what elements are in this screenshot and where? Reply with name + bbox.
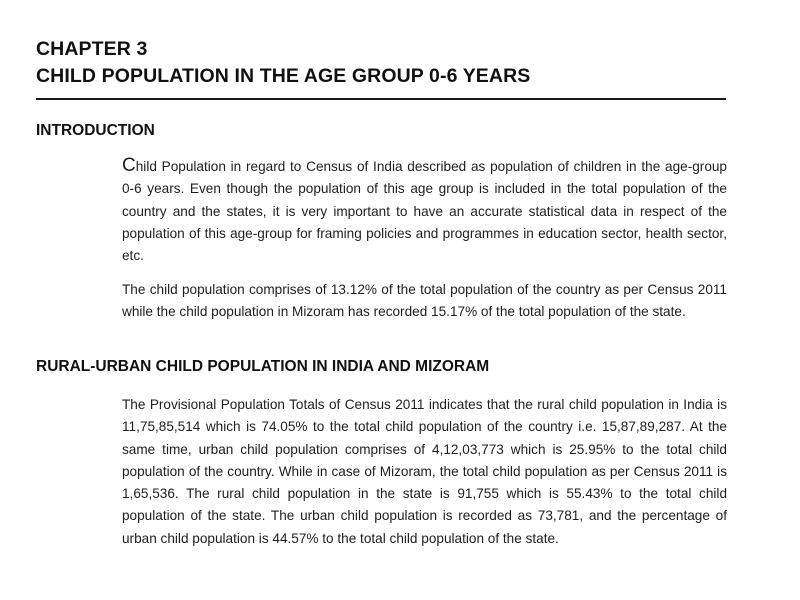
introduction-paragraph-1: [122, 156, 727, 267]
introduction-paragraph-2: The child population comprises of 13.12% of the total population of the country as per Census 2011 while the child population in Mizoram has recorded 15.17% of the total population of the state.: [122, 282, 727, 320]
chapter-title: [36, 36, 530, 90]
section-heading-rural-urban: RURAL-URBAN CHILD POPULATION IN INDIA AND MIZORAM: [36, 358, 490, 375]
section-heading-introduction: INTRODUCTION: [36, 122, 155, 139]
chapter-divider: [36, 98, 726, 100]
rural-urban-paragraph: The Provisional Population Totals of Census 2011 indicates that the rural child population in India is 11,75,85,514 which is 74.05% to the total child population of the country i.e. 15,87,89,287. At the same time, urban child population comprises of 4,12,03,773 which is 25.95% to the total child population of the country. While in case of Mizoram, the total child population as per Census 2011 is 1,65,536. The rural child population in the state is 91,755 which is 55.43% to the total child population of the state. The urban child population is recorded as 73,781, and the percentage of urban child population is 44.57% to the total child population of the state.: [122, 397, 727, 546]
chapter-number: CHAPTER 3: [36, 38, 148, 60]
drop-cap-letter: C: [122, 155, 136, 176]
introduction-paragraph-1-text: hild Population in regard to Census of India described as population of children in the age-group 0-6 years. Even though the population of this age group is included in the total population of the country and the states, it is very important to have an accurate statistical data in respect of the population of this age-group for framing policies and programmes in education sector, health sector, etc.: [122, 159, 727, 264]
chapter-heading: CHILD POPULATION IN THE AGE GROUP 0-6 YEARS: [36, 65, 531, 87]
